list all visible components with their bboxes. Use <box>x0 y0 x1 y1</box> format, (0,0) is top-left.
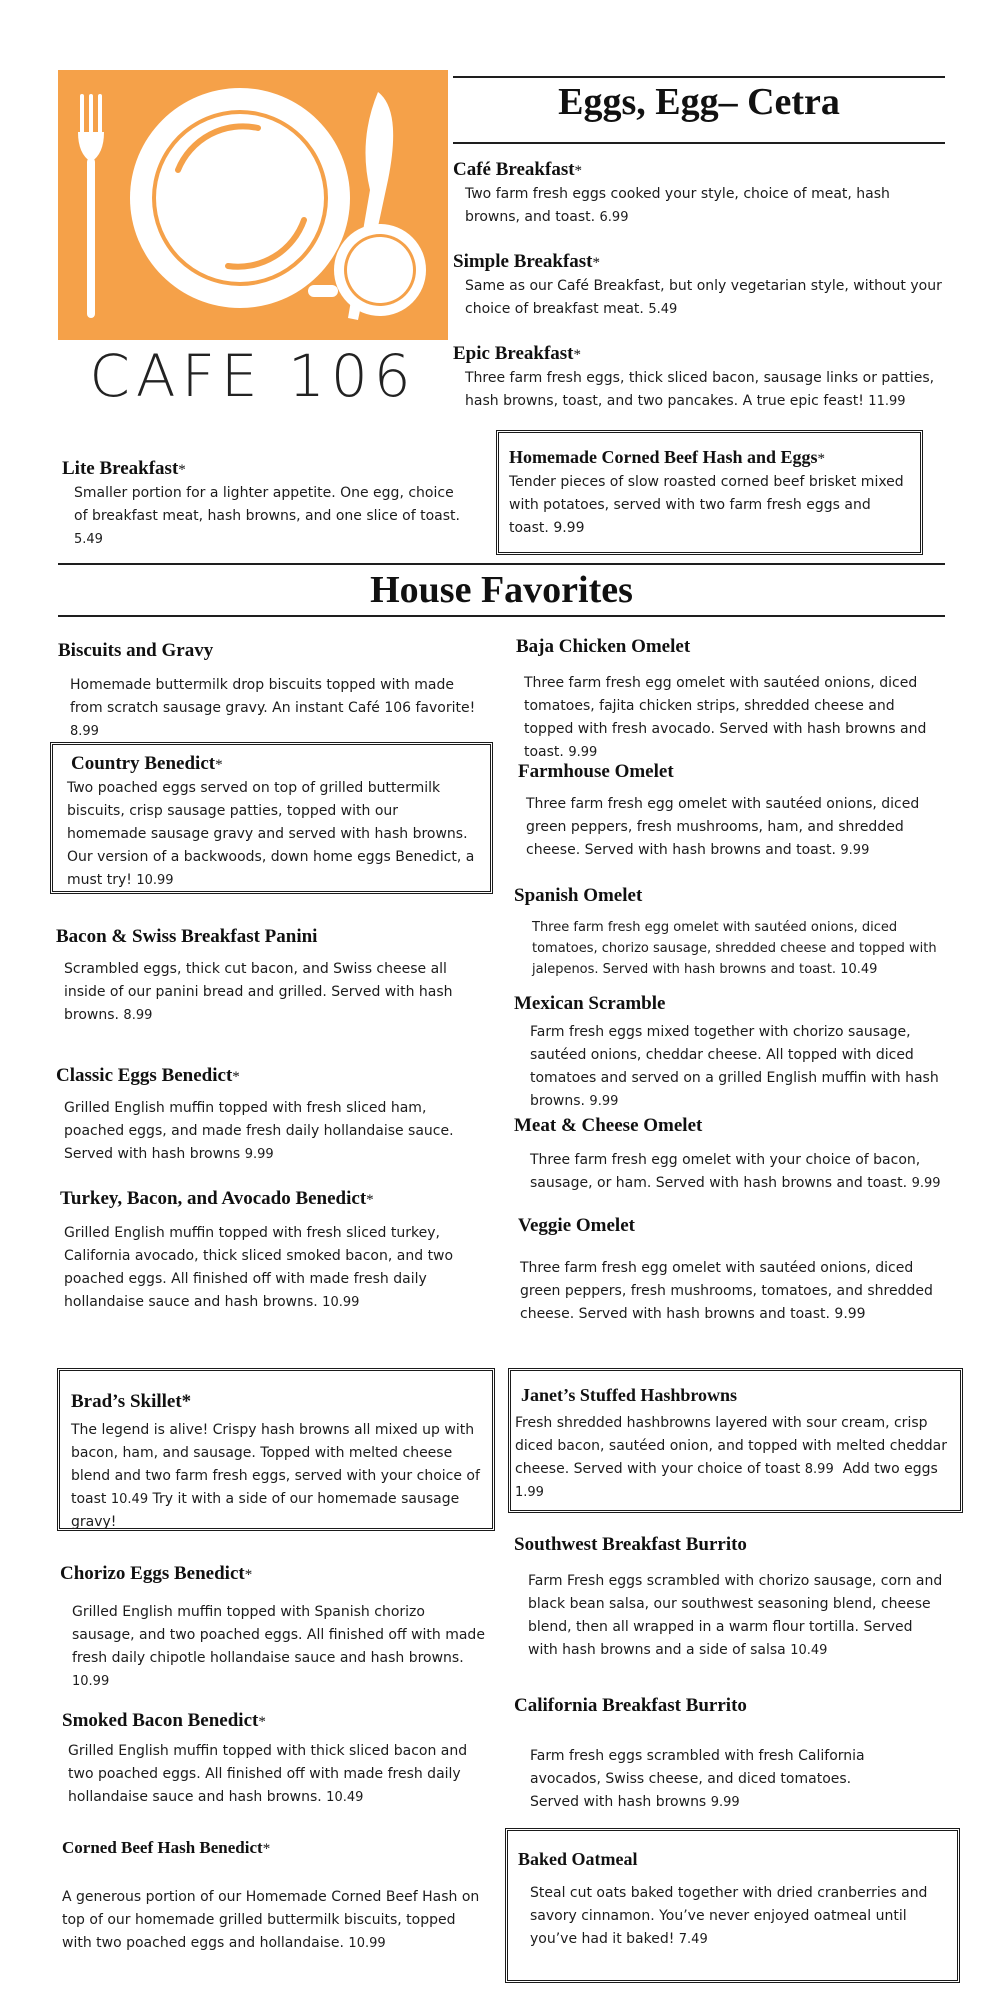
item-name: Turkey, Bacon, and Avocado Benedict <box>60 1188 367 1209</box>
featured-box-corned-beef-hash: Homemade Corned Beef Hash and Eggs* Tender pieces of slow roasted corned beef brisket mixed with potatoes, served with two farm fresh eggs and toast. 9.99 <box>496 430 923 555</box>
menu-item-southwest-burrito <box>514 1534 944 1662</box>
menu-item-farmhouse-omelet <box>518 761 948 862</box>
item-desc: Same as our Café Breakfast, but only vegetarian style, without your choice of breakfast meat. <box>465 278 942 317</box>
item-name: Biscuits and Gravy <box>58 640 214 661</box>
eggs-heading: Eggs, Egg– Cetra <box>558 81 840 123</box>
item-desc: Three farm fresh egg omelet with your choice of bacon, sausage, or ham. Served with hash browns and toast. <box>530 1152 921 1191</box>
menu-item-turkey-benedict: Turkey, Bacon, and Avocado Benedict* Grilled English muffin topped with fresh sliced turkey, California avocado, thick sliced smoked bacon, and two poached eggs. All finished off with made fresh daily hollandaise sauce and hash browns. 10.99 <box>60 1188 454 1310</box>
item-desc: Three farm fresh egg omelet with sautéed onions, diced tomatoes, chorizo sausage, shredded cheese and topped with jalepenos. Served with hash browns and toast. <box>532 920 937 977</box>
item-price: 8.99 <box>804 1462 834 1477</box>
menu-item-mexican-scramble <box>514 993 948 1113</box>
item-price: 10.99 <box>348 1936 386 1951</box>
featured-box-baked-oatmeal <box>505 1828 960 1983</box>
item-name: Classic Eggs Benedict <box>56 1065 233 1086</box>
item-desc: Grilled English muffin topped with Spanish chorizo sausage, and two poached eggs. All finished off with made fresh daily chipotle hollandaise sauce and hash browns. <box>72 1604 485 1666</box>
item-price: 10.99 <box>322 1295 360 1310</box>
item-name: Meat & Cheese Omelet <box>514 1115 703 1136</box>
item-desc: Three farm fresh eggs, thick sliced bacon, sausage links or patties, hash browns, toast, and two pancakes. A true epic feast! <box>465 370 935 409</box>
eggs-bottom-rule <box>453 142 945 144</box>
logo-block <box>58 70 448 340</box>
item-desc: Two poached eggs served on top of grilled buttermilk biscuits, crisp sausage patties, topped with our homemade sausage gravy and served with hash browns. Our version of a backwoods, down home eggs Benedict, a must try! <box>67 780 475 888</box>
item-name: Spanish Omelet <box>514 885 643 906</box>
eggs-top-rule <box>453 76 945 78</box>
item-desc: Three farm fresh egg omelet with sautéed onions, diced green peppers, fresh mushrooms, ham, and shredded cheese. Served with hash browns and toast. <box>526 796 920 858</box>
menu-item-meat-cheese-omelet <box>514 1115 944 1195</box>
item-price: 5.49 <box>74 532 103 547</box>
menu-item-cafe-breakfast: Café Breakfast* Two farm fresh eggs cooked your style, choice of meat, hash browns, and toast. 6.99 <box>453 159 890 225</box>
item-price: 9.99 <box>244 1147 274 1162</box>
item-extra: Add two eggs <box>842 1461 938 1477</box>
item-desc: Farm Fresh eggs scrambled with chorizo sausage, corn and black bean salsa, our southwest seasoning blend, cheese blend, then all wrapped in a warm flour tortilla. Served with hash browns and a side of salsa <box>528 1573 943 1658</box>
item-name: Veggie Omelet <box>518 1215 635 1236</box>
item-price: 8.99 <box>70 724 99 739</box>
menu-item-chorizo-benedict: Chorizo Eggs Benedict* Grilled English muffin topped with Spanish chorizo sausage, and two poached eggs. All finished off with made fresh daily chipotle hollandaise sauce and hash browns. 10.99 <box>60 1563 485 1689</box>
item-desc: Grilled English muffin topped with thick sliced bacon and two poached eggs. All finished off with made fresh daily hollandaise sauce and hash browns. <box>68 1743 468 1805</box>
item-name: Bacon & Swiss Breakfast Panini <box>56 926 318 947</box>
featured-box-country-benedict: Country Benedict* Two poached eggs served on top of grilled buttermilk biscuits, crisp sausage patties, topped with our homemade sausage gravy and served with hash browns. Our version of a backwoods, down home eggs Benedict, a must try! 10.99 <box>50 742 493 894</box>
item-name: Southwest Breakfast Burrito <box>514 1534 747 1555</box>
item-desc: Tender pieces of slow roasted corned beef brisket mixed with potatoes, served with two farm fresh eggs and toast. <box>509 474 904 536</box>
item-price: 10.99 <box>72 1674 110 1689</box>
featured-box-janets-hashbrowns <box>508 1368 963 1513</box>
item-desc: Three farm fresh egg omelet with sautéed onions, diced tomatoes, fajita chicken strips, shredded cheese and topped with fresh avocado. Served with hash browns and toast. <box>524 675 927 760</box>
menu-item-bacon-swiss-panini <box>56 926 481 1027</box>
item-price: 7.49 <box>678 1932 708 1947</box>
item-desc: Scrambled eggs, thick cut bacon, and Swiss cheese all inside of our panini bread and grilled. Served with hash browns. <box>64 961 453 1023</box>
item-price: 8.99 <box>123 1008 153 1023</box>
item-name: Baja Chicken Omelet <box>516 636 691 657</box>
menu-item-smoked-bacon-benedict: Smoked Bacon Benedict* Grilled English muffin topped with thick sliced bacon and two poached eggs. All finished off with made fresh daily hollandaise sauce and hash browns. 10.49 <box>62 1710 468 1805</box>
item-name: Farmhouse Omelet <box>518 761 674 782</box>
menu-item-veggie-omelet <box>518 1215 948 1326</box>
item-name: Café Breakfast <box>453 159 575 180</box>
plate-fork-knife-icon <box>58 70 448 340</box>
item-price: 10.49 <box>790 1643 828 1658</box>
item-name: California Breakfast Burrito <box>514 1695 747 1716</box>
menu-item-simple-breakfast: Simple Breakfast* Same as our Café Breakfast, but only vegetarian style, without your choice of breakfast meat. 5.49 <box>453 251 942 317</box>
item-price: 9.99 <box>553 520 585 536</box>
item-desc: Fresh shredded hashbrowns layered with sour cream, crisp diced bacon, sautéed onion, and topped with melted cheddar cheese. Served with your choice of toast <box>515 1415 947 1477</box>
house-top-rule <box>58 563 945 565</box>
item-desc: Homemade buttermilk drop biscuits topped with made from scratch sausage gravy. An instant Café 106 favorite! <box>70 677 476 716</box>
menu-item-epic-breakfast: Epic Breakfast* Three farm fresh eggs, thick sliced bacon, sausage links or patties, hash browns, toast, and two pancakes. A true epic feast! 11.99 <box>453 343 935 409</box>
menu-item-biscuits-gravy <box>58 640 488 743</box>
item-price: 10.99 <box>136 873 174 888</box>
item-price: 9.99 <box>710 1795 740 1810</box>
menu-item-corned-beef-benedict: Corned Beef Hash Benedict* A generous portion of our Homemade Corned Beef Hash on top of our homemade grilled buttermilk biscuits, topped with two poached eggs and hollandaise. 10.99 <box>62 1838 480 1951</box>
item-name: Homemade Corned Beef Hash and Eggs <box>509 447 818 467</box>
item-desc: A generous portion of our Homemade Corned Beef Hash on top of our homemade grilled buttermilk biscuits, topped with two poached eggs and hollandaise. <box>62 1889 480 1951</box>
item-name: Janet’s Stuffed Hashbrowns <box>521 1385 738 1405</box>
house-heading: House Favorites <box>370 569 633 611</box>
item-price: 10.49 <box>840 962 878 977</box>
item-price: 9.99 <box>840 843 870 858</box>
item-desc: Grilled English muffin topped with fresh sliced ham, poached eggs, and made fresh daily hollandaise sauce. Served with hash browns <box>64 1100 454 1162</box>
brand-name: CAFE 106 <box>89 342 417 410</box>
item-desc: Smaller portion for a lighter appetite. One egg, choice of breakfast meat, hash browns, and one slice of toast. <box>74 485 460 524</box>
item-price: 6.99 <box>599 210 629 225</box>
item-name: Brad’s Skillet <box>71 1391 182 1412</box>
item-price: 5.49 <box>648 302 678 317</box>
item-note: Try it with a side of our homemade sausage gravy! <box>71 1491 460 1530</box>
item-desc: Grilled English muffin topped with fresh sliced turkey, California avocado, thick sliced smoked bacon, and two poached eggs. All finished off with made fresh daily hollandaise sauce and hash browns. <box>64 1225 454 1310</box>
item-price: 10.49 <box>110 1492 149 1507</box>
item-desc: Farm fresh eggs scrambled with fresh California avocados, Swiss cheese, and diced tomatoes. Served with hash browns <box>530 1748 865 1810</box>
item-desc: Three farm fresh egg omelet with sautéed onions, diced green peppers, fresh mushrooms, tomatoes, and shredded cheese. Served with hash browns and toast. <box>520 1260 933 1322</box>
item-price: 9.99 <box>834 1306 866 1322</box>
item-desc: Steal cut oats baked together with dried cranberries and savory cinnamon. You’ve never enjoyed oatmeal until you’ve had it baked! <box>530 1885 928 1947</box>
item-name: Smoked Bacon Benedict <box>62 1710 259 1731</box>
item-name: Mexican Scramble <box>514 993 666 1014</box>
featured-box-brads-skillet: Brad’s Skillet* The legend is alive! Crispy hash browns all mixed up with bacon, ham, and sausage. Topped with melted cheese blend and two farm fresh eggs, served with your choice of toast 10.49 Try it with a side of our homemade sausage gravy! <box>57 1368 495 1531</box>
menu-item-lite-breakfast: Lite Breakfast* Smaller portion for a lighter appetite. One egg, choice of breakfast meat, hash browns, and one slice of toast. 5.49 <box>62 458 460 547</box>
item-desc: Farm fresh eggs mixed together with chorizo sausage, sautéed onions, cheddar cheese. All topped with diced tomatoes and served on a grilled English muffin with hash browns. <box>530 1024 939 1109</box>
house-bottom-rule <box>58 615 945 617</box>
item-name: Epic Breakfast <box>453 343 574 364</box>
item-price: 9.99 <box>911 1176 941 1191</box>
item-name: Simple Breakfast <box>453 251 593 272</box>
item-name: Country Benedict <box>71 753 216 774</box>
menu-item-california-burrito <box>514 1695 944 1814</box>
menu-item-baja-omelet <box>516 636 946 764</box>
item-desc: Two farm fresh eggs cooked your style, choice of meat, hash browns, and toast. <box>465 186 890 225</box>
menu-item-spanish-omelet <box>514 885 946 980</box>
item-price: 9.99 <box>568 745 598 760</box>
item-price: 9.99 <box>589 1094 619 1109</box>
item-name: Corned Beef Hash Benedict <box>62 1838 263 1857</box>
item-price: 10.49 <box>326 1790 364 1805</box>
item-name: Baked Oatmeal <box>518 1849 638 1869</box>
item-desc: The legend is alive! Crispy hash browns all mixed up with bacon, ham, and sausage. Topped with melted cheese blend and two farm fresh eggs, served with your choice of toast <box>71 1422 480 1507</box>
item-name: Lite Breakfast <box>62 458 179 479</box>
item-extra-price: 1.99 <box>515 1485 544 1500</box>
item-name: Chorizo Eggs Benedict <box>60 1563 245 1584</box>
item-price: 11.99 <box>868 394 906 409</box>
menu-item-classic-benedict: Classic Eggs Benedict* Grilled English muffin topped with fresh sliced ham, poached eggs, and made fresh daily hollandaise sauce. Served with hash browns 9.99 <box>56 1065 454 1162</box>
